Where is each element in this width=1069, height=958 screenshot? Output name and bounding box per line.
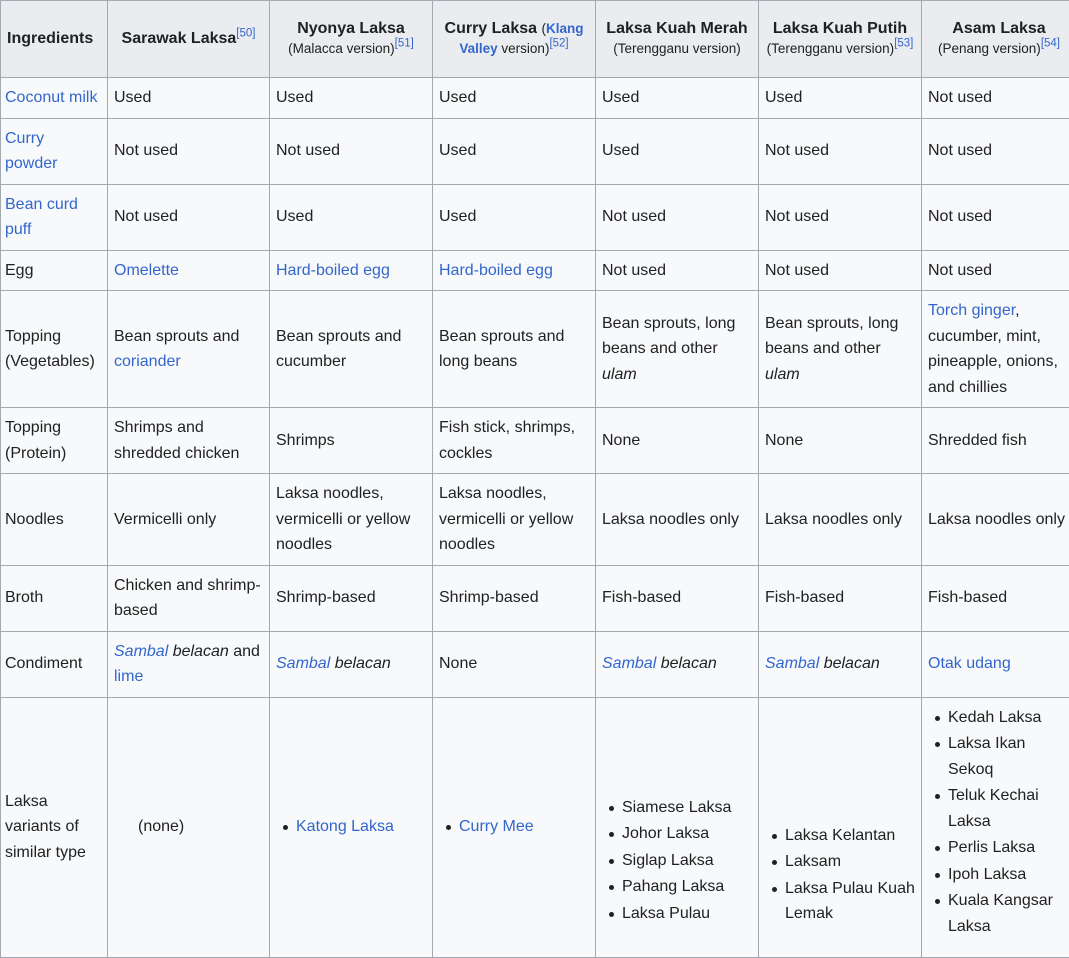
header-nyonya-laksa — [270, 1, 433, 78]
variant-list — [602, 795, 752, 927]
table-cell: Laksa noodles only — [922, 474, 1069, 566]
table-cell: Laksa noodles only — [759, 474, 922, 566]
table-cell: Vermicelli only — [108, 474, 270, 566]
lime-link[interactable]: lime — [114, 668, 143, 685]
curry-mee-link[interactable]: Curry Mee — [459, 818, 534, 835]
row-label — [1, 118, 108, 184]
hard-boiled-egg-link[interactable]: Hard-boiled egg — [276, 262, 390, 279]
row-label: Laksa variants of similar type — [1, 697, 108, 957]
list-item: Ipoh Laksa — [948, 862, 1069, 888]
header-subtitle: (Malacca version) — [288, 41, 395, 56]
otak-udang-link[interactable]: Otak udang — [928, 655, 1011, 672]
table-cell — [759, 697, 922, 957]
row-label — [1, 184, 108, 250]
table-cell: (none) — [108, 697, 270, 957]
table-cell: Not used — [922, 184, 1069, 250]
table-cell: Not used — [759, 250, 922, 291]
table-cell: Used — [270, 184, 433, 250]
list-item: Johor Laksa — [622, 821, 752, 847]
table-cell: Shrimp-based — [433, 565, 596, 631]
row-label: Noodles — [1, 474, 108, 566]
belacan-text: belacan — [819, 655, 880, 672]
list-item: Laksam — [785, 849, 915, 875]
list-item — [459, 814, 589, 840]
hard-boiled-egg-link[interactable]: Hard-boiled egg — [439, 262, 553, 279]
sambal-link[interactable]: Sambal — [114, 643, 168, 660]
list-item: Teluk Kechai Laksa — [948, 783, 1069, 834]
row-label: Egg — [1, 250, 108, 291]
table-cell — [922, 631, 1069, 697]
table-cell — [596, 697, 759, 957]
reference-link[interactable]: [51] — [395, 38, 414, 50]
header-name: Sarawak Laksa — [122, 30, 237, 47]
cell-text: Bean sprouts, long beans and other — [765, 315, 898, 358]
table-cell: Shrimps and shredded chicken — [108, 408, 270, 474]
table-cell — [108, 631, 270, 697]
table-cell: Chicken and shrimp-based — [108, 565, 270, 631]
table-cell: None — [759, 408, 922, 474]
table-cell: Bean sprouts and cucumber — [270, 291, 433, 408]
table-cell: Shrimp-based — [270, 565, 433, 631]
header-curry-laksa — [433, 1, 596, 78]
cell-text: , cucumber, mint, pineapple, onions, and chillies — [928, 302, 1058, 396]
table-row — [1, 697, 1069, 957]
table-cell: Not used — [759, 184, 922, 250]
table-cell: None — [433, 631, 596, 697]
table-cell: None — [596, 408, 759, 474]
header-sarawak-laksa — [108, 1, 270, 78]
table-row — [1, 291, 1069, 408]
table-cell: Not used — [270, 118, 433, 184]
table-cell — [922, 697, 1069, 957]
table-cell — [433, 250, 596, 291]
header-name: Laksa Kuah Merah — [602, 19, 752, 39]
belacan-text: belacan — [330, 655, 391, 672]
table-cell: Shrimps — [270, 408, 433, 474]
table-cell: Fish-based — [922, 565, 1069, 631]
sambal-link[interactable]: Sambal — [276, 655, 330, 672]
reference-link[interactable]: [52] — [549, 38, 568, 50]
reference-link[interactable]: [54] — [1041, 38, 1060, 50]
table-cell: Used — [759, 78, 922, 119]
header-ingredients: Ingredients — [1, 1, 108, 78]
table-cell — [108, 291, 270, 408]
table-cell: Not used — [596, 250, 759, 291]
belacan-text: belacan — [168, 643, 229, 660]
table-row — [1, 184, 1069, 250]
table-cell: Fish-based — [759, 565, 922, 631]
table-cell — [270, 250, 433, 291]
reference-link[interactable]: [50] — [236, 28, 255, 40]
table-cell: Used — [433, 184, 596, 250]
list-item: Laksa Pulau — [622, 901, 752, 927]
variant-list — [439, 814, 589, 840]
table-cell: Fish-based — [596, 565, 759, 631]
row-label: Topping (Vegetables) — [1, 291, 108, 408]
header-name: Laksa Kuah Putih — [765, 19, 915, 39]
table-cell: Not used — [922, 78, 1069, 119]
table-cell: Fish stick, shrimps, cockles — [433, 408, 596, 474]
row-label: Topping (Protein) — [1, 408, 108, 474]
table-cell: Laksa noodles, vermicelli or yellow noodles — [270, 474, 433, 566]
table-cell: Not used — [922, 250, 1069, 291]
table-cell — [108, 250, 270, 291]
table-cell: Used — [433, 78, 596, 119]
table-cell — [922, 291, 1069, 408]
table-cell: Not used — [108, 118, 270, 184]
belacan-text: belacan — [656, 655, 717, 672]
table-cell — [596, 291, 759, 408]
cell-text: and — [229, 643, 260, 660]
header-asam-laksa — [922, 1, 1069, 78]
row-label — [1, 78, 108, 119]
list-item: Siglap Laksa — [622, 848, 752, 874]
table-cell: Bean sprouts and long beans — [433, 291, 596, 408]
list-item: Kedah Laksa — [948, 705, 1069, 731]
torch-ginger-link[interactable]: Torch ginger — [928, 302, 1015, 319]
bean-curd-puff-link[interactable]: Bean curd puff — [5, 196, 78, 239]
table-cell: Used — [433, 118, 596, 184]
header-subtitle: (Terengganu version) — [767, 41, 895, 56]
table-cell: Used — [270, 78, 433, 119]
table-cell: Used — [596, 118, 759, 184]
klang-valley-link[interactable]: Klang Valley — [459, 21, 583, 56]
header-name: Curry Laksa — [445, 20, 538, 37]
sambal-link[interactable]: Sambal — [765, 655, 819, 672]
reference-link[interactable]: [53] — [894, 38, 913, 50]
header-row — [1, 1, 1069, 78]
list-item: Pahang Laksa — [622, 874, 752, 900]
sambal-link[interactable]: Sambal — [602, 655, 656, 672]
coconut-milk-link[interactable]: Coconut milk — [5, 89, 97, 106]
row-label: Broth — [1, 565, 108, 631]
ulam-text: ulam — [765, 366, 800, 383]
table-cell: Laksa noodles, vermicelli or yellow noodles — [433, 474, 596, 566]
header-subtitle: (Penang version) — [938, 41, 1041, 56]
header-name: Nyonya Laksa — [276, 19, 426, 39]
list-item: Laksa Pulau Kuah Lemak — [785, 876, 915, 927]
table-cell: Not used — [759, 118, 922, 184]
variant-list — [928, 705, 1069, 940]
table-row — [1, 631, 1069, 697]
table-row — [1, 78, 1069, 119]
table-cell: Not used — [108, 184, 270, 250]
table-cell: Not used — [596, 184, 759, 250]
table-row — [1, 118, 1069, 184]
cell-text: Bean sprouts, long beans and other — [602, 315, 735, 358]
table-cell: Laksa noodles only — [596, 474, 759, 566]
table-row — [1, 474, 1069, 566]
table-cell: Used — [596, 78, 759, 119]
table-cell — [270, 697, 433, 957]
table-cell: Shredded fish — [922, 408, 1069, 474]
table-row — [1, 565, 1069, 631]
katong-laksa-link[interactable]: Katong Laksa — [296, 818, 394, 835]
list-item: Perlis Laksa — [948, 835, 1069, 861]
list-item: Kuala Kangsar Laksa — [948, 888, 1069, 939]
header-subtitle-open: ( — [541, 21, 546, 36]
list-item: Laksa Ikan Sekoq — [948, 731, 1069, 782]
list-item: Laksa Kelantan — [785, 823, 915, 849]
table-cell: Used — [108, 78, 270, 119]
omelette-link[interactable]: Omelette — [114, 262, 179, 279]
header-subtitle: (Terengganu version) — [613, 41, 741, 56]
list-item: Siamese Laksa — [622, 795, 752, 821]
table-cell: Not used — [922, 118, 1069, 184]
header-subtitle-close: version) — [498, 41, 550, 56]
variant-list — [276, 814, 426, 840]
table-cell — [596, 631, 759, 697]
ulam-text: ulam — [602, 366, 637, 383]
variant-list — [765, 823, 915, 927]
table-row — [1, 250, 1069, 291]
curry-powder-link[interactable]: Curry powder — [5, 130, 57, 173]
coriander-link[interactable]: coriander — [114, 353, 181, 370]
row-label: Condiment — [1, 631, 108, 697]
table-cell — [759, 291, 922, 408]
table-cell — [433, 697, 596, 957]
table-cell — [759, 631, 922, 697]
header-name: Asam Laksa — [928, 19, 1069, 39]
header-laksa-kuah-merah — [596, 1, 759, 78]
cell-text: Bean sprouts and — [114, 328, 239, 345]
list-item — [296, 814, 426, 840]
header-laksa-kuah-putih — [759, 1, 922, 78]
table-cell — [270, 631, 433, 697]
table-row — [1, 408, 1069, 474]
